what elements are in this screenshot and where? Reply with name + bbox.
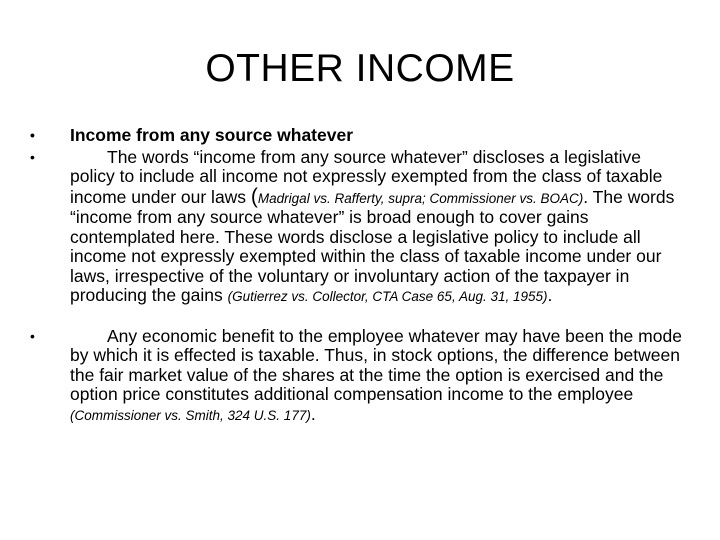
citation: Madrigal vs. Rafferty, supra; Commissioner vs. BOAC): [257, 190, 584, 206]
bullet-marker: •: [30, 148, 35, 165]
bullet-text: .: [310, 403, 316, 424]
bullet-text: Any economic benefit to the employee whatever may have been the mode by which it is effected is taxable. Thus, in stock options, the difference between the fair market value of the shares at the time the option is exercised and the option price constitutes additional compensation income to the employee: [70, 325, 682, 404]
slide-title: OTHER INCOME: [205, 47, 515, 90]
bullet-item-heading: [30, 126, 690, 146]
bullet-text: Income from any source whatever: [70, 125, 354, 145]
citation: (Commissioner vs. Smith, 324 U.S. 177): [70, 407, 311, 423]
bullet-text: The words “income from any source whatever” discloses a legislative policy to include all income not expressly exempted from the class of taxable income under our laws: [70, 146, 663, 207]
bullet-text: . The words “income from any source whatever” is broad enough to cover gains contemplated here. These words disclose a legislative policy to include all income not expressly exempted within the class of taxable income under our laws, irrespective of the voluntary or involuntary action of the taxpayer in producing the gains: [70, 186, 675, 305]
citation: (Gutierrez vs. Collector, CTA Case 65, Aug. 31, 1955): [227, 289, 548, 304]
bullet-item-source-policy: [30, 148, 690, 307]
bullet-marker: •: [30, 327, 35, 344]
bullet-marker: •: [30, 127, 35, 143]
bullet-list: [30, 126, 690, 425]
bullet-text: .: [547, 285, 553, 305]
bullet-item-economic-benefit: [30, 327, 690, 426]
paren: (: [250, 184, 258, 208]
